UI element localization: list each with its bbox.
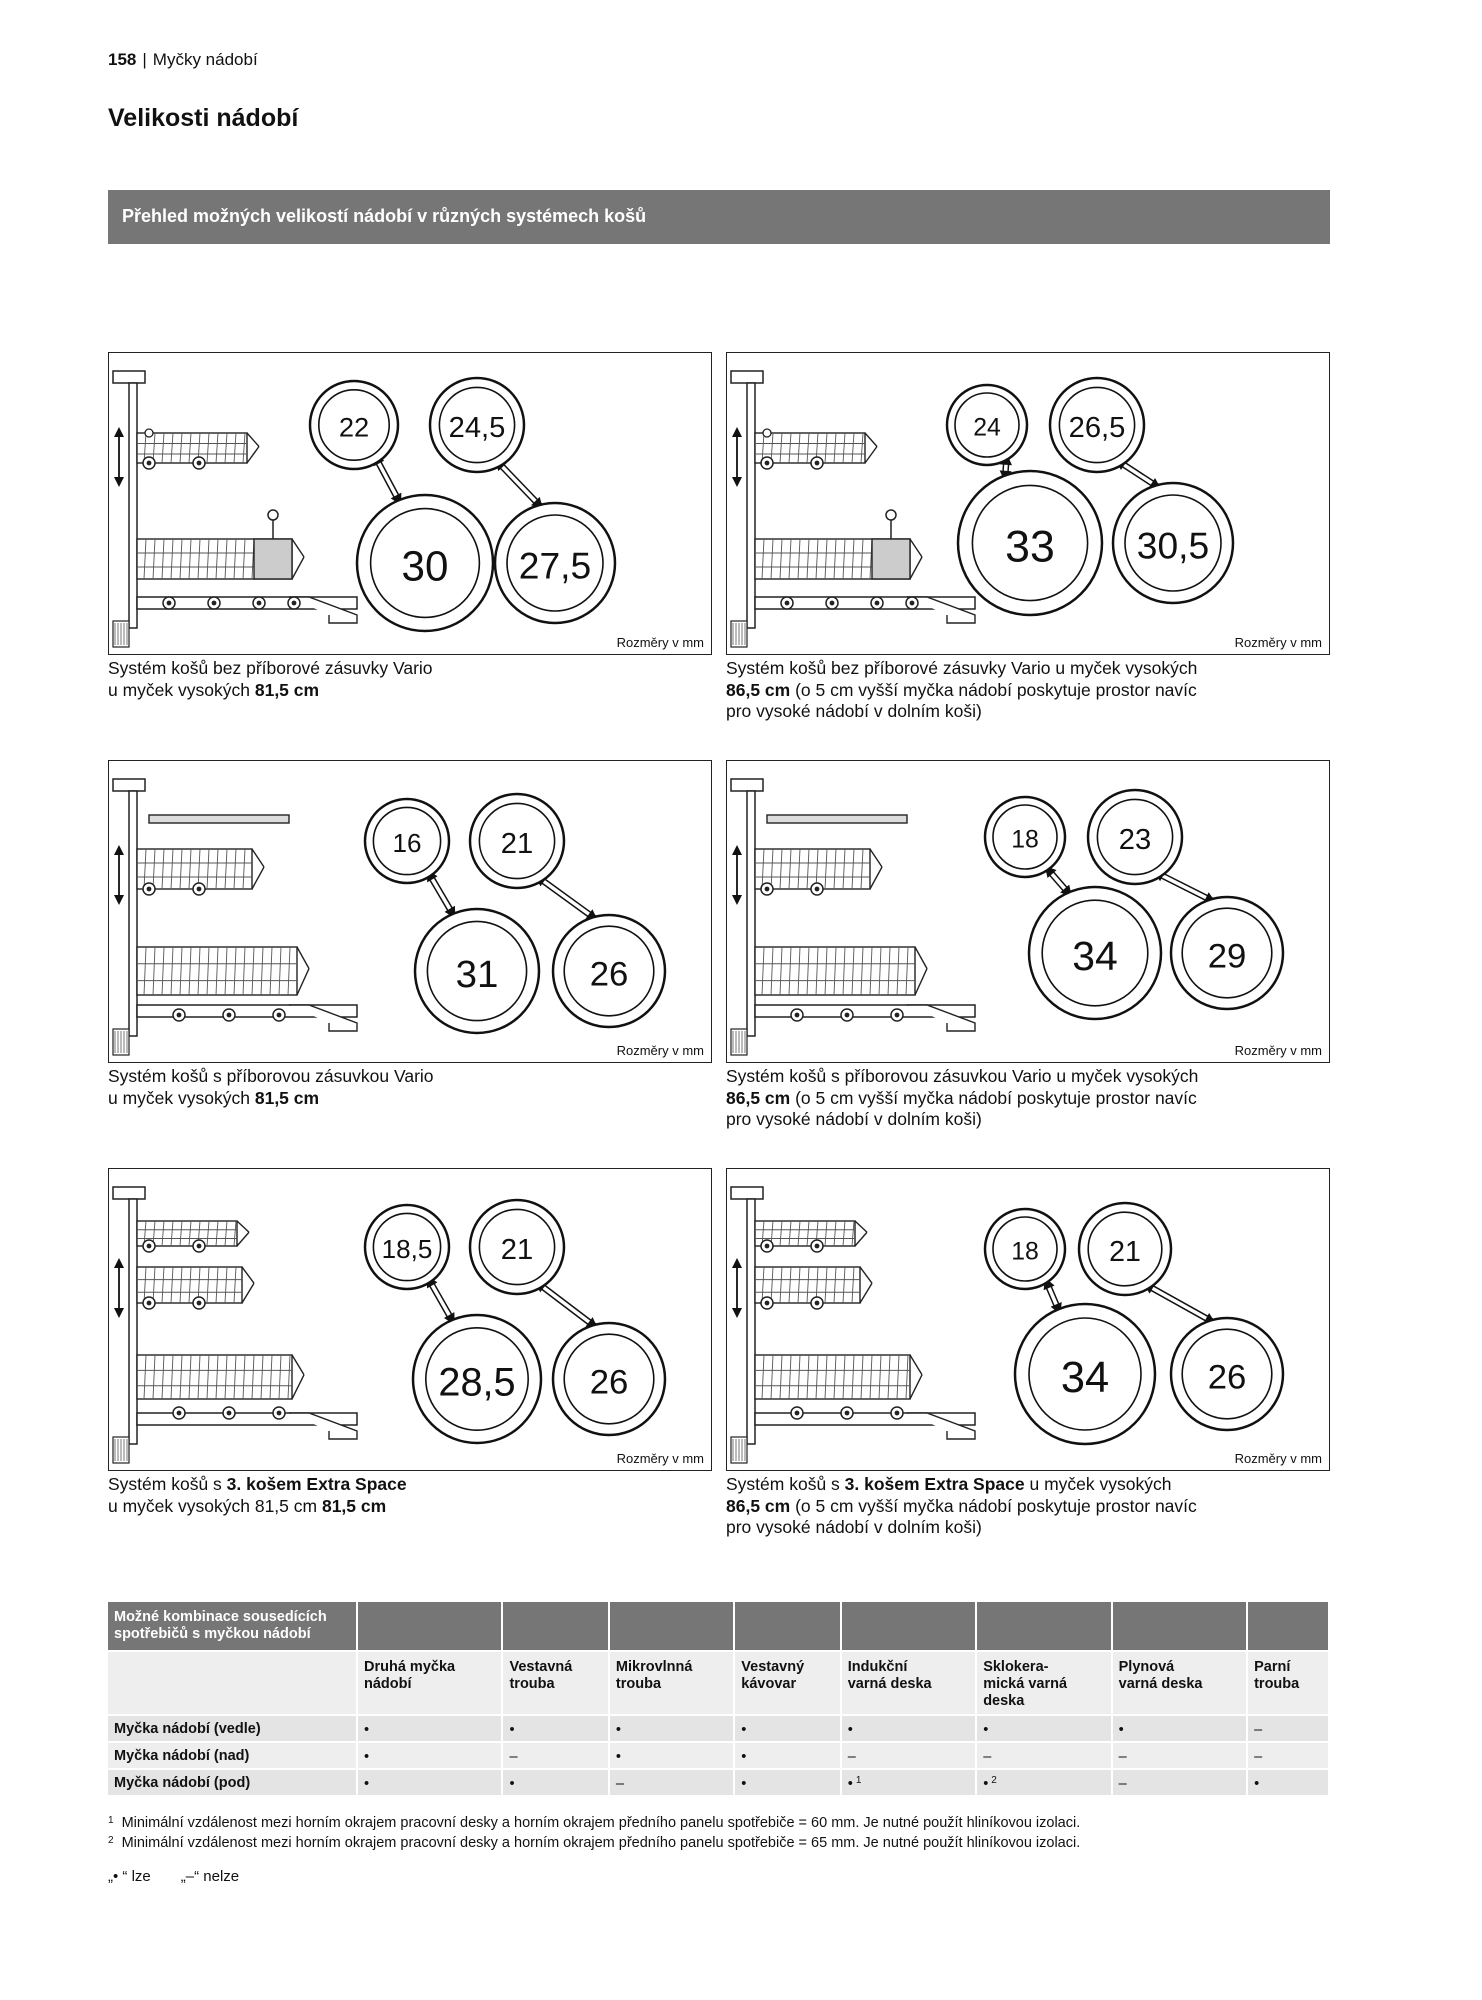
- page-number: 158: [108, 50, 137, 69]
- basket-panel-4: [726, 760, 1330, 1063]
- diagram-group: [731, 779, 1283, 1055]
- plate-size-label: 30,5: [1136, 524, 1210, 567]
- cutlery-basket: [254, 539, 292, 579]
- table-cell: •: [610, 1716, 735, 1743]
- plate: [1113, 483, 1233, 603]
- caption-line: 86,5 cm (o 5 cm vyšší myčka nádobí poskytuje prostor navíc: [726, 679, 1197, 700]
- table-cell: •: [358, 1743, 503, 1770]
- plate-size-label: 28,5: [438, 1360, 516, 1405]
- table-cell: •: [842, 1716, 977, 1743]
- table-cell: •: [503, 1716, 609, 1743]
- caption-line: Systém košů bez příborové zásuvky Vario: [108, 658, 433, 678]
- basket-panel-3: [108, 760, 712, 1063]
- row-label: Myčka nádobí (nad): [108, 1743, 358, 1770]
- page-header: [108, 50, 258, 70]
- header-separator: |: [142, 50, 147, 69]
- caption-line: 86,5 cm (o 5 cm vyšší myčka nádobí poskytuje prostor navíc: [726, 1087, 1197, 1108]
- caption-line: u myček vysokých 81,5 cm: [108, 1087, 320, 1108]
- dish-basket: [137, 1221, 249, 1252]
- caption-2: [726, 658, 1330, 723]
- plate-size-label: 26,5: [1068, 412, 1126, 445]
- table-head-blank: [358, 1602, 503, 1652]
- plate: [495, 503, 615, 623]
- dims-label: Rozměry v mm: [1234, 635, 1322, 650]
- caption-line: Systém košů s příborovou zásuvkou Vario: [108, 1066, 434, 1086]
- caption-line: u myček vysokých 81,5 cm 81,5 cm: [108, 1495, 387, 1516]
- table-cell: –: [503, 1743, 609, 1770]
- basket-handle-knob: [268, 510, 278, 520]
- column-header: Vestavný kávovar: [735, 1652, 841, 1716]
- plate: [1079, 1203, 1171, 1295]
- caption-4: [726, 1066, 1330, 1131]
- table-cell: •: [1113, 1716, 1248, 1743]
- plate-size-label: 29: [1207, 937, 1247, 976]
- caption-line: Systém košů bez příborové zásuvky Vario u myček vysokých: [726, 658, 1198, 678]
- plate-size-label: 23: [1118, 824, 1152, 857]
- column-header: Indukční varná deska: [842, 1652, 977, 1716]
- basket-diagram-4: [727, 761, 1330, 1063]
- table-head-blank: [1248, 1602, 1330, 1652]
- dish-basket: [755, 849, 882, 895]
- plate-size-label: 24: [973, 414, 1001, 442]
- header-section: Myčky nádobí: [152, 50, 258, 69]
- basket-panel-6: [726, 1168, 1330, 1471]
- plate-size-label: 34: [1072, 933, 1118, 980]
- table-cell: •: [358, 1770, 503, 1797]
- plate-size-label: 24,5: [448, 412, 506, 445]
- diagram-group: [731, 1187, 1283, 1463]
- table-cell: •: [503, 1770, 609, 1797]
- page-title: Velikosti nádobí: [108, 104, 299, 132]
- plate: [1029, 887, 1161, 1019]
- dish-basket: [137, 433, 259, 469]
- cutlery-basket: [872, 539, 910, 579]
- table-head-blank: [1113, 1602, 1248, 1652]
- basket-diagram-5: [109, 1169, 712, 1471]
- dims-label: Rozměry v mm: [1234, 1451, 1322, 1466]
- table-cell: •: [735, 1716, 841, 1743]
- basket-diagram-3: [109, 761, 712, 1063]
- plate: [1050, 378, 1144, 472]
- cutlery-drawer: [767, 815, 907, 823]
- dish-basket: [755, 1267, 872, 1309]
- diagram-group: [113, 779, 665, 1055]
- legend: [108, 1868, 269, 1885]
- plate-size-label: 30: [401, 542, 449, 590]
- dims-label: Rozměry v mm: [616, 635, 704, 650]
- dish-basket: [137, 1355, 304, 1419]
- table-title-row: [108, 1602, 1330, 1652]
- caption-6: [726, 1474, 1330, 1539]
- compatibility-table: [108, 1602, 1330, 1797]
- plate: [947, 385, 1027, 465]
- table-cell: –: [842, 1743, 977, 1770]
- plate-size-label: 21: [500, 828, 534, 861]
- dish-basket: [137, 1267, 254, 1309]
- plate: [357, 495, 493, 631]
- column-header: Druhá myčka nádobí: [358, 1652, 503, 1716]
- plate-size-label: 21: [1109, 1235, 1141, 1268]
- legend-cannot: „–“ nelze: [180, 1868, 240, 1885]
- table-cell: –: [610, 1770, 735, 1797]
- section-bar: Přehled možných velikostí nádobí v různých systémech košů: [108, 190, 1330, 244]
- plate-size-label: 16: [392, 827, 422, 858]
- row-label: Myčka nádobí (pod): [108, 1770, 358, 1797]
- table-head-blank: [503, 1602, 609, 1652]
- plate: [1171, 1318, 1283, 1430]
- footnote: $^1$ Minimální vzdálenost mezi horním okrajem pracovní desky a horním okrajem předního panelu spotřebiče = 60 mm. Je nutné použít hliníkovou izolaci.: [108, 1815, 1081, 1831]
- basket-diagram-1: [109, 353, 712, 655]
- diagram-group: [113, 371, 615, 647]
- table-cell: • $^1$: [842, 1770, 977, 1797]
- caption-line: pro vysoké nádobí v dolním koši): [726, 1109, 982, 1129]
- plate: [310, 381, 398, 469]
- plate: [553, 1323, 665, 1435]
- cutlery-drawer: [149, 815, 289, 823]
- caption-line: pro vysoké nádobí v dolním koši): [726, 1517, 982, 1537]
- plate: [1171, 897, 1283, 1009]
- basket-wheel: [763, 429, 771, 437]
- corner-cell: [108, 1652, 358, 1716]
- table-title: Možné kombinace sousedících spotřebičů s myčkou nádobí: [108, 1602, 358, 1652]
- caption-line: Systém košů s příborovou zásuvkou Vario u myček vysokých: [726, 1066, 1199, 1086]
- plate: [430, 378, 524, 472]
- diagram-group: [113, 1187, 665, 1463]
- plate-size-label: 18: [1011, 1238, 1039, 1266]
- plate-size-label: 26: [1207, 1358, 1247, 1397]
- table-cell: •: [735, 1743, 841, 1770]
- footnote: $^2$ Minimální vzdálenost mezi horním okrajem pracovní desky a horním okrajem předního panelu spotřebiče = 65 mm. Je nutné použít hliníkovou izolaci.: [108, 1835, 1081, 1851]
- table-row: [108, 1716, 1330, 1743]
- caption-line: pro vysoké nádobí v dolním koši): [726, 701, 982, 721]
- table-head-blank: [610, 1602, 735, 1652]
- plate: [553, 915, 665, 1027]
- plate-size-label: 31: [455, 953, 499, 997]
- table-cell: –: [1248, 1743, 1330, 1770]
- table-cell: •: [1248, 1770, 1330, 1797]
- dims-label: Rozměry v mm: [616, 1043, 704, 1058]
- plate-size-label: 33: [1005, 522, 1055, 572]
- dish-basket: [755, 433, 877, 469]
- table-cell: –: [977, 1743, 1112, 1770]
- column-header: Plynová varná deska: [1113, 1652, 1248, 1716]
- table-row: [108, 1770, 1330, 1797]
- plate-size-label: 18,5: [381, 1233, 433, 1264]
- table-cell: –: [1248, 1716, 1330, 1743]
- column-header: Sklokera- mická varná deska: [977, 1652, 1112, 1716]
- caption-line: 86,5 cm (o 5 cm vyšší myčka nádobí poskytuje prostor navíc: [726, 1495, 1197, 1516]
- caption-5: [108, 1474, 712, 1517]
- basket-diagram-2: [727, 353, 1330, 655]
- column-header: Vestavná trouba: [503, 1652, 609, 1716]
- caption-line: Systém košů s 3. košem Extra Space: [108, 1474, 407, 1494]
- basket-handle-knob: [886, 510, 896, 520]
- table-cell: •: [977, 1716, 1112, 1743]
- dims-label: Rozměry v mm: [616, 1451, 704, 1466]
- caption-line: u myček vysokých 81,5 cm: [108, 679, 320, 700]
- plate: [985, 1209, 1065, 1289]
- table-cell: –: [1113, 1743, 1248, 1770]
- plate-size-label: 18: [1011, 826, 1039, 854]
- plate-size-label: 21: [500, 1234, 534, 1267]
- plate: [365, 1205, 449, 1289]
- basket-panel-2: [726, 352, 1330, 655]
- dims-label: Rozměry v mm: [1234, 1043, 1322, 1058]
- diagram-group: [731, 371, 1233, 647]
- plate: [413, 1315, 541, 1443]
- plate-size-label: 27,5: [518, 544, 592, 587]
- column-headers-row: [108, 1652, 1330, 1716]
- plate: [985, 797, 1065, 877]
- legend-can: „• “ lze: [108, 1868, 151, 1885]
- table-cell: •: [610, 1743, 735, 1770]
- table-row: [108, 1743, 1330, 1770]
- table-cell: •: [735, 1770, 841, 1797]
- plate: [1088, 790, 1182, 884]
- table-cell: •: [358, 1716, 503, 1743]
- plate: [958, 471, 1102, 615]
- table-head-blank: [842, 1602, 977, 1652]
- table-head-blank: [977, 1602, 1112, 1652]
- plate: [470, 794, 564, 888]
- caption-line: Systém košů s 3. košem Extra Space u myček vysokých: [726, 1474, 1172, 1494]
- dish-basket: [137, 849, 264, 895]
- footnotes: [108, 1812, 1080, 1852]
- row-label: Myčka nádobí (vedle): [108, 1716, 358, 1743]
- caption-1: [108, 658, 712, 701]
- plate: [470, 1200, 564, 1294]
- double-arrow: [1142, 1281, 1217, 1326]
- table-head-blank: [735, 1602, 841, 1652]
- table-cell: • $^2$: [977, 1770, 1112, 1797]
- basket-diagram-6: [727, 1169, 1330, 1471]
- plate-size-label: 22: [338, 411, 370, 443]
- basket-wheel: [145, 429, 153, 437]
- plate-size-label: 26: [589, 1363, 629, 1402]
- basket-panel-1: [108, 352, 712, 655]
- dishwasher-frame: [731, 371, 975, 647]
- plate: [415, 909, 539, 1033]
- plate: [1015, 1304, 1155, 1444]
- column-header: Parní trouba: [1248, 1652, 1330, 1716]
- plate-size-label: 34: [1060, 1354, 1110, 1403]
- basket-panel-5: [108, 1168, 712, 1471]
- dish-basket: [755, 1221, 867, 1252]
- table-cell: –: [1113, 1770, 1248, 1797]
- caption-3: [108, 1066, 712, 1109]
- plate-size-label: 26: [589, 955, 629, 994]
- plate: [365, 799, 449, 883]
- column-header: Mikrovlnná trouba: [610, 1652, 735, 1716]
- dish-basket: [755, 1355, 922, 1419]
